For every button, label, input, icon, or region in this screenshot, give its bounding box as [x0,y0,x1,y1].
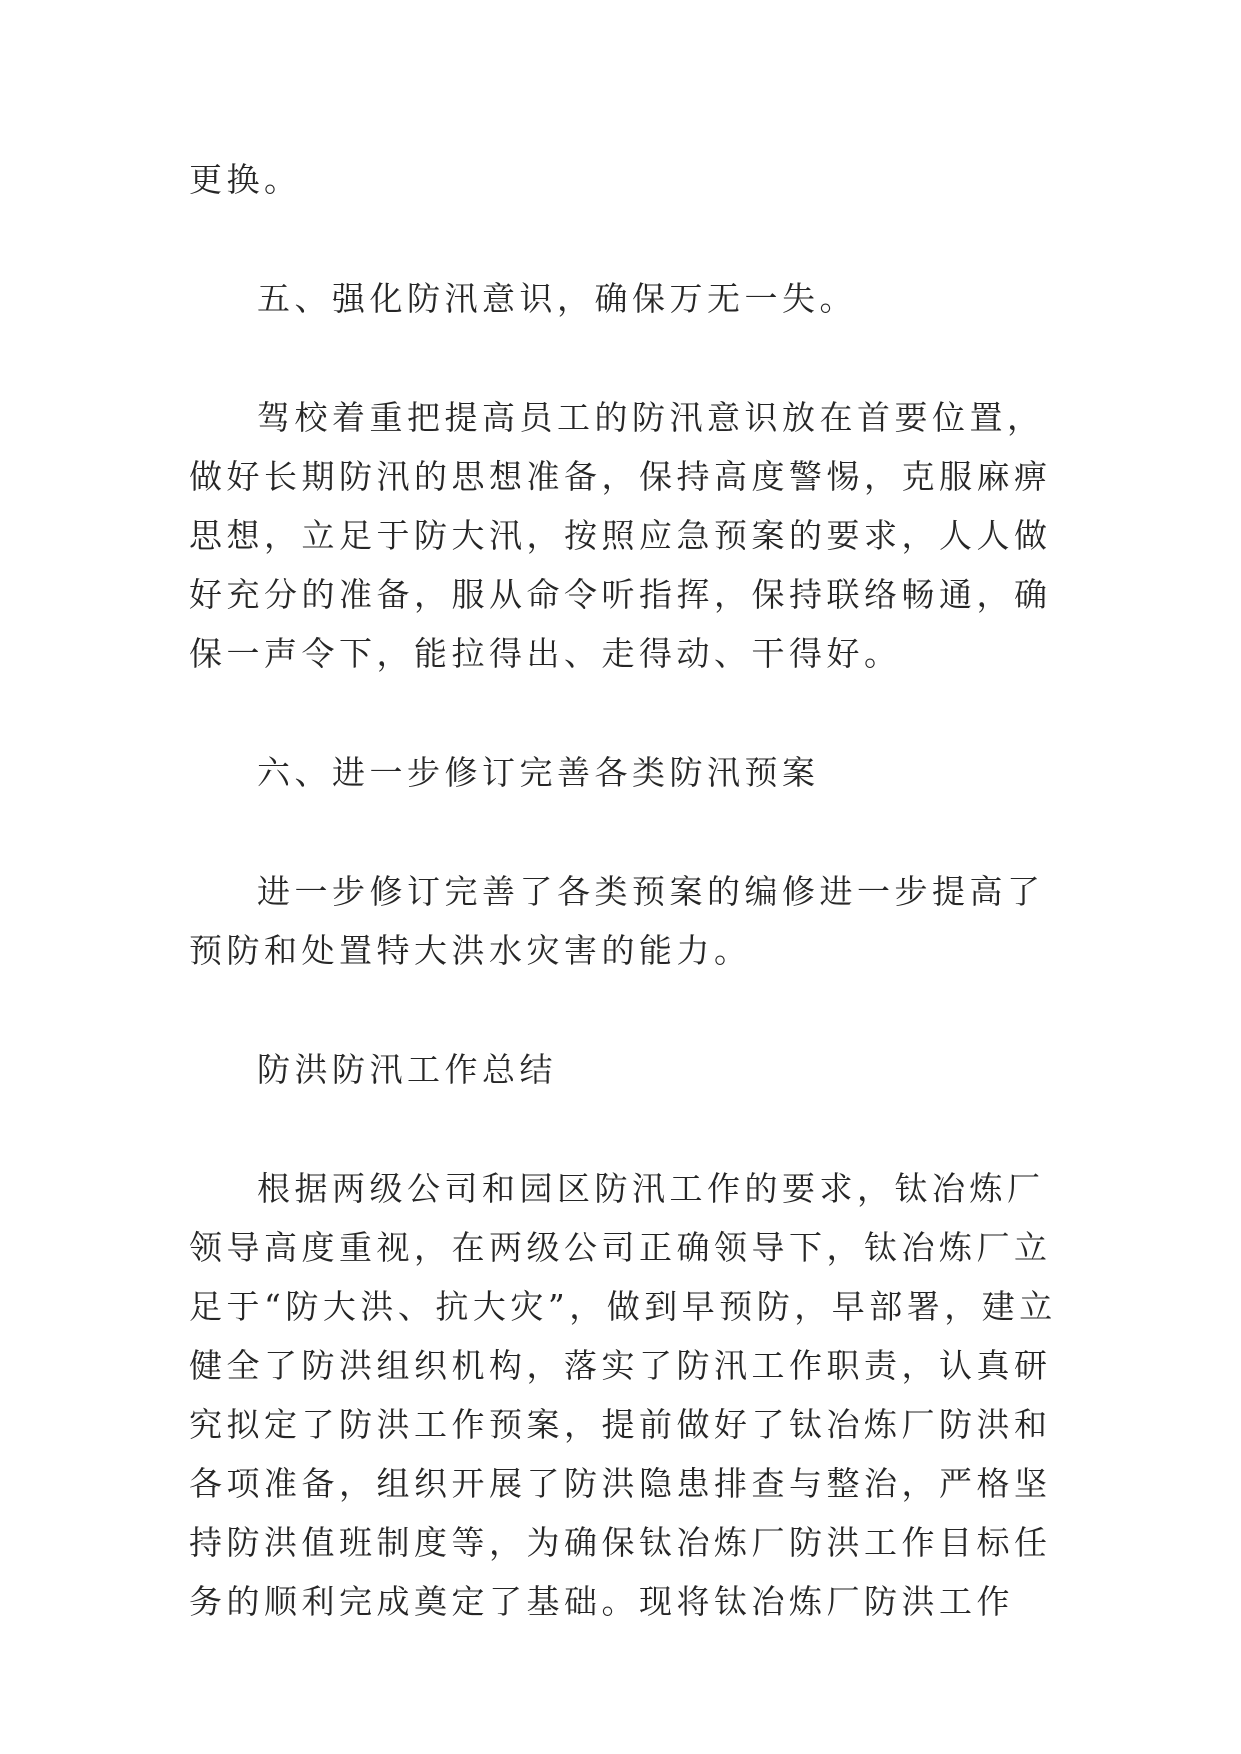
paragraph-plan-revision: 进一步修订完善了各类预案的编修进一步提高了预防和处置特大洪水灾害的能力。 [189,872,1045,970]
section-heading-6: 六、进一步修订完善各类防汛预案 [257,753,820,792]
paragraph-summary: 根据两级公司和园区防汛工作的要求，钛冶炼厂领导高度重视，在两级公司正确领导下，钛冶炼厂立足于“防大洪、抗大灾”，做到早预防，早部署，建立健全了防洪组织机构，落实了防汛工作职责，认真研究拟定了防洪工作预案，提前做好了钛冶炼厂防洪和各项准备，组织开展了防洪隐患排查与整治，严格坚持防洪值班制度等，为确保钛冶炼厂防洪工作目标任务的顺利完成奠定了基础。现将钛冶炼厂防洪工作 [189,1169,1057,1621]
paragraph-flood-awareness: 驾校着重把提高员工的防汛意识放在首要位置，做好长期防汛的思想准备，保持高度警惕，克服麻痹思想，立足于防大汛，按照应急预案的要求，人人做好充分的准备，服从命令听指挥，保持联络畅通，确保一声令下，能拉得出、走得动、干得好。 [189,398,1052,673]
document-body [189,150,1059,1631]
continuation-text: 更换。 [189,160,302,199]
summary-title: 防洪防汛工作总结 [257,1050,557,1089]
section-heading-5: 五、强化防汛意识，确保万无一失。 [257,279,857,318]
